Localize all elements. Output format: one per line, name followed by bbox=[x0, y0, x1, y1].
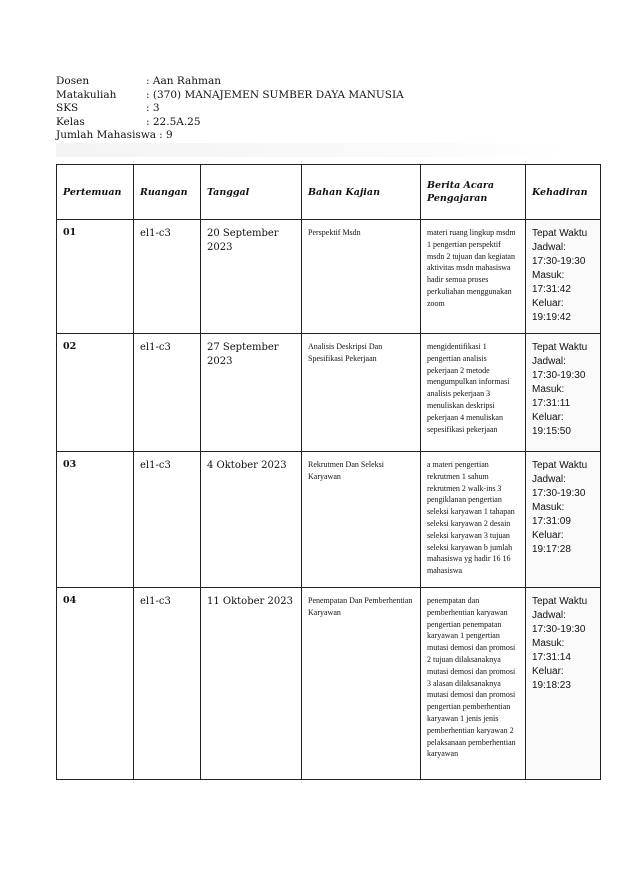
info-jumlah bbox=[56, 129, 404, 143]
cell-ruangan: el1-c3 bbox=[134, 452, 201, 588]
cell-pertemuan: 04 bbox=[57, 588, 134, 780]
keluar-value: 19:19:42 bbox=[532, 312, 571, 323]
masuk-value: 17:31:14 bbox=[532, 652, 571, 663]
keluar-label: Keluar: bbox=[532, 298, 564, 309]
cell-ruangan: el1-c3 bbox=[134, 334, 201, 452]
masuk-label: Masuk: bbox=[532, 502, 565, 513]
jadwal-value: 17:30-19:30 bbox=[532, 370, 586, 381]
attendance-table bbox=[56, 164, 601, 780]
cell-pertemuan: 01 bbox=[57, 220, 134, 334]
keluar-label: Keluar: bbox=[532, 412, 564, 423]
cell-berita-acara: materi ruang lingkup msdm 1 pengertian perspektif msdn 2 tujuan dan kegiatan aktivitas msdn mahasiswa hadir semua proses perkuliahan menggunakan zoom bbox=[421, 220, 526, 334]
jadwal-value: 17:30-19:30 bbox=[532, 256, 586, 267]
cell-kehadiran bbox=[526, 452, 601, 588]
jadwal-value: 17:30-19:30 bbox=[532, 488, 586, 499]
status-text: Tepat Waktu bbox=[532, 460, 588, 471]
keluar-value: 19:18:23 bbox=[532, 680, 571, 691]
info-sks bbox=[56, 102, 404, 116]
keluar-label: Keluar: bbox=[532, 666, 564, 677]
masuk-label: Masuk: bbox=[532, 638, 565, 649]
dosen-value: : Aan Rahman bbox=[146, 75, 221, 87]
header-shade-band bbox=[56, 143, 568, 157]
matakuliah-label: Matakuliah bbox=[56, 88, 117, 101]
course-info bbox=[56, 75, 404, 143]
table-row bbox=[57, 452, 601, 588]
cell-tanggal: 20 September 2023 bbox=[201, 220, 302, 334]
cell-berita-acara: penempatan dan pemberhentian karyawan pengertian penempatan karyawan 1 pengertian mutasi demosi dan promosi 2 tujuan dilaksanaknya mutasi demosi dan promosi 3 alasan dilaksanaknya mutasi demosi dan promosi pengertian pemberhentian karyawan 1 jenis jenis pemberhentian karyawan 2 pelaksanaan pemberhentian karyawan bbox=[421, 588, 526, 780]
table-row bbox=[57, 334, 601, 452]
cell-kehadiran bbox=[526, 220, 601, 334]
matakuliah-value: : (370) MANAJEMEN SUMBER DAYA MANUSIA bbox=[146, 88, 404, 101]
jadwal-label: Jadwal: bbox=[532, 610, 566, 621]
cell-tanggal: 4 Oktober 2023 bbox=[201, 452, 302, 588]
table-row bbox=[57, 220, 601, 334]
masuk-value: 17:31:11 bbox=[532, 398, 571, 409]
info-dosen bbox=[56, 75, 404, 89]
header-ruangan: Ruangan bbox=[134, 165, 201, 220]
header-bahan-kajian: Bahan Kajian bbox=[302, 165, 421, 220]
keluar-value: 19:15:50 bbox=[532, 426, 571, 437]
masuk-label: Masuk: bbox=[532, 384, 565, 395]
info-matakuliah bbox=[56, 89, 404, 103]
cell-bahan-kajian: Rekrutmen Dan Seleksi Karyawan bbox=[302, 452, 421, 588]
header-berita-acara: Berita Acara Pengajaran bbox=[421, 165, 526, 220]
kelas-label: Kelas bbox=[56, 115, 85, 128]
cell-tanggal: 11 Oktober 2023 bbox=[201, 588, 302, 780]
dosen-label: Dosen bbox=[56, 75, 90, 87]
sks-value: : 3 bbox=[146, 102, 160, 115]
cell-berita-acara: mengidentifikasi 1 pengertian analisis pekerjaan 2 metode mengumpulkan informasi analisis pekerjaan 3 menuliskan deskripsi pekerjaan 4 menuliskan sepesifikasi pekerjaan bbox=[421, 334, 526, 452]
keluar-value: 19:17:28 bbox=[532, 544, 571, 555]
cell-tanggal: 27 September 2023 bbox=[201, 334, 302, 452]
masuk-label: Masuk: bbox=[532, 270, 565, 281]
masuk-value: 17:31:09 bbox=[532, 516, 571, 527]
status-text: Tepat Waktu bbox=[532, 228, 588, 239]
header-kehadiran: Kehadiran bbox=[526, 165, 601, 220]
info-kelas bbox=[56, 116, 404, 130]
cell-ruangan: el1-c3 bbox=[134, 588, 201, 780]
cell-bahan-kajian: Analisis Deskripsi Dan Spesifikasi Pekerjaan bbox=[302, 334, 421, 452]
jumlah-label: Jumlah Mahasiswa bbox=[56, 129, 157, 142]
masuk-value: 17:31:42 bbox=[532, 284, 571, 295]
sks-label: SKS bbox=[56, 102, 79, 115]
keluar-label: Keluar: bbox=[532, 530, 564, 541]
table-row bbox=[57, 588, 601, 780]
cell-berita-acara: a materi pengertian rekrutmen 1 sahum rekrutmen 2 walk-ins 3 pengiklanan pengertian seleksi karyawan 1 tahapan seleksi karyawan 2 desain seleksi karyawan 3 tujuan seleksi karyawan b jumlah mahasiswa yg hadir 16 16 mahasiswa bbox=[421, 452, 526, 588]
cell-ruangan: el1-c3 bbox=[134, 220, 201, 334]
jumlah-value: : 9 bbox=[159, 129, 173, 142]
jadwal-label: Jadwal: bbox=[532, 474, 566, 485]
cell-bahan-kajian: Perspektif Msdn bbox=[302, 220, 421, 334]
jadwal-value: 17:30-19:30 bbox=[532, 624, 586, 635]
cell-bahan-kajian: Penempatan Dan Pemberhentian Karyawan bbox=[302, 588, 421, 780]
cell-kehadiran bbox=[526, 334, 601, 452]
status-text: Tepat Waktu bbox=[532, 342, 588, 353]
header-pertemuan: Pertemuan bbox=[57, 165, 134, 220]
status-text: Tepat Waktu bbox=[532, 596, 588, 607]
cell-pertemuan: 02 bbox=[57, 334, 134, 452]
kelas-value: : 22.5A.25 bbox=[146, 115, 201, 128]
header-tanggal: Tanggal bbox=[201, 165, 302, 220]
jadwal-label: Jadwal: bbox=[532, 356, 566, 367]
table-header-row bbox=[57, 165, 601, 220]
jadwal-label: Jadwal: bbox=[532, 242, 566, 253]
cell-kehadiran bbox=[526, 588, 601, 780]
cell-pertemuan: 03 bbox=[57, 452, 134, 588]
